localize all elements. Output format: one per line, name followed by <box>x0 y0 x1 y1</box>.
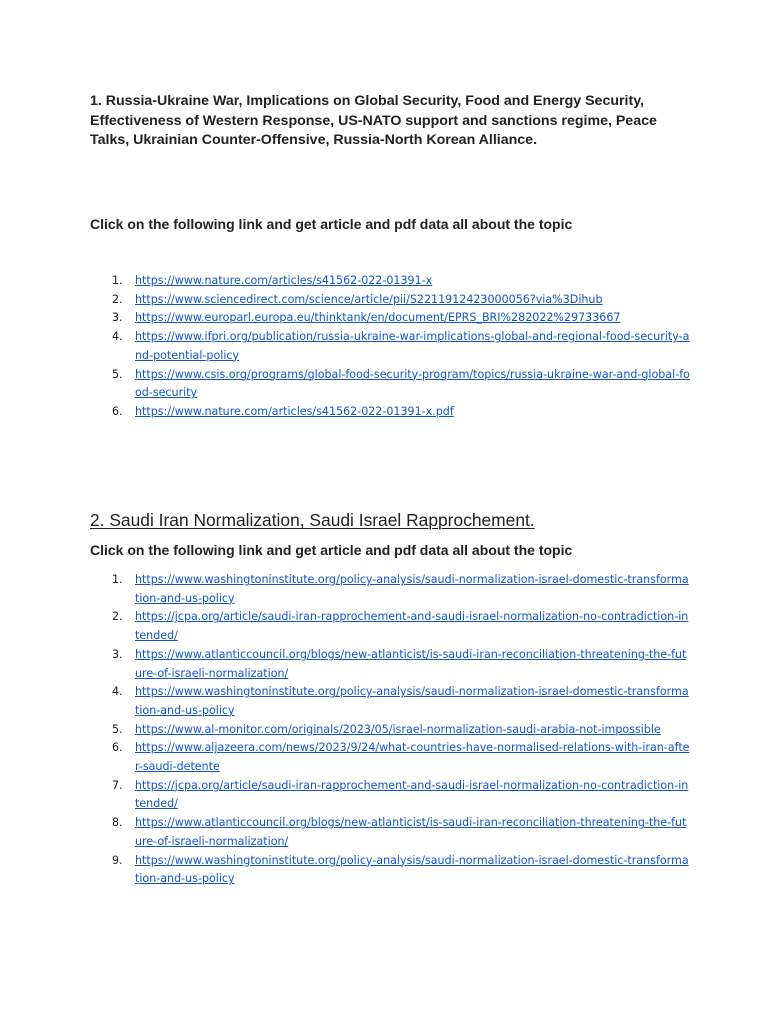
list-number: 6. <box>112 404 123 418</box>
list-number: 8. <box>112 816 123 830</box>
list-item <box>90 328 690 365</box>
article-link[interactable]: https://www.washingtoninstitute.org/policy-analysis/saudi-normalization-israel-domestic-transformation-and-us-policy <box>135 573 689 605</box>
section-1-heading: 1. Russia-Ukraine War, Implications on Global Security, Food and Energy Security, Effectiveness of Western Response, US-NATO support and sanctions regime, Peace Talks, Ukrainian Counter-Offensive, Russia-North Korean Alliance. <box>90 93 657 148</box>
list-number: 3. <box>112 311 123 325</box>
section-2-intro: Click on the following link and get article and pdf data all about the topic <box>90 542 573 558</box>
list-item <box>90 814 690 851</box>
list-number: 1. <box>112 274 123 287</box>
list-item <box>90 739 690 776</box>
list-number: 2. <box>112 610 123 624</box>
article-link[interactable]: https://www.nature.com/articles/s41562-022-01391-x.pdf <box>135 404 454 418</box>
article-link[interactable]: https://www.csis.org/programs/global-food-security-program/topics/russia-ukraine-war-and-global-food-security <box>135 367 690 400</box>
list-number: 5. <box>112 367 123 381</box>
section-1-intro: Click on the following link and get article and pdf data all about the topic <box>90 216 573 232</box>
list-number: 4. <box>112 330 123 344</box>
list-item <box>90 291 690 310</box>
list-number: 3. <box>112 647 123 661</box>
article-link[interactable]: https://www.al-monitor.com/originals/2023/05/israel-normalization-saudi-arabia-not-impossible <box>135 722 661 736</box>
list-item <box>90 683 690 720</box>
article-link[interactable]: https://www.washingtoninstitute.org/policy-analysis/saudi-normalization-israel-domestic-transformation-and-us-policy <box>135 685 689 717</box>
list-item <box>90 721 690 740</box>
article-link[interactable]: https://www.washingtoninstitute.org/policy-analysis/saudi-normalization-israel-domestic-transformation-and-us-policy <box>135 853 689 886</box>
list-item <box>90 272 690 291</box>
list-number: 2. <box>112 292 123 306</box>
list-item <box>90 309 690 328</box>
list-number: 1. <box>112 573 123 586</box>
article-link[interactable]: https://www.nature.com/articles/s41562-022-01391-x <box>135 274 433 287</box>
section-2-link-list <box>90 571 690 889</box>
article-link[interactable]: https://www.ifpri.org/publication/russia-ukraine-war-implications-global-and-regional-food-security-and-potential-policy <box>135 330 690 362</box>
section-2-heading: 2. Saudi Iran Normalization, Saudi Israel Rapprochement. <box>90 510 535 530</box>
list-number: 6. <box>112 741 123 755</box>
list-item <box>90 366 690 403</box>
list-number: 5. <box>112 722 123 736</box>
article-link[interactable]: https://jcpa.org/article/saudi-iran-rapprochement-and-saudi-israel-normalization-no-contradiction-intended/ <box>135 778 689 811</box>
list-item <box>90 403 690 422</box>
article-link[interactable]: https://www.atlanticcouncil.org/blogs/new-atlanticist/is-saudi-iran-reconciliation-threatening-the-future-of-israeli-normalization/ <box>135 647 687 680</box>
list-item <box>90 608 690 645</box>
list-number: 4. <box>112 685 123 699</box>
list-number: 7. <box>112 778 123 792</box>
list-number: 9. <box>112 853 123 867</box>
list-item <box>90 571 690 608</box>
article-link[interactable]: https://www.aljazeera.com/news/2023/9/24/what-countries-have-normalised-relations-with-iran-after-saudi-detente <box>135 741 690 774</box>
list-item <box>90 777 690 814</box>
list-item <box>90 852 690 889</box>
article-link[interactable]: https://www.sciencedirect.com/science/article/pii/S2211912423000056?via%3Dihub <box>135 292 603 306</box>
article-link[interactable]: https://jcpa.org/article/saudi-iran-rapprochement-and-saudi-israel-normalization-no-contradiction-intended/ <box>135 610 689 643</box>
article-link[interactable]: https://www.europarl.europa.eu/thinktank/en/document/EPRS_BRI%282022%29733667 <box>135 311 621 325</box>
article-link[interactable]: https://www.atlanticcouncil.org/blogs/new-atlanticist/is-saudi-iran-reconciliation-threatening-the-future-of-israeli-normalization/ <box>135 816 687 848</box>
section-1-link-list <box>90 272 690 422</box>
list-item <box>90 646 690 683</box>
